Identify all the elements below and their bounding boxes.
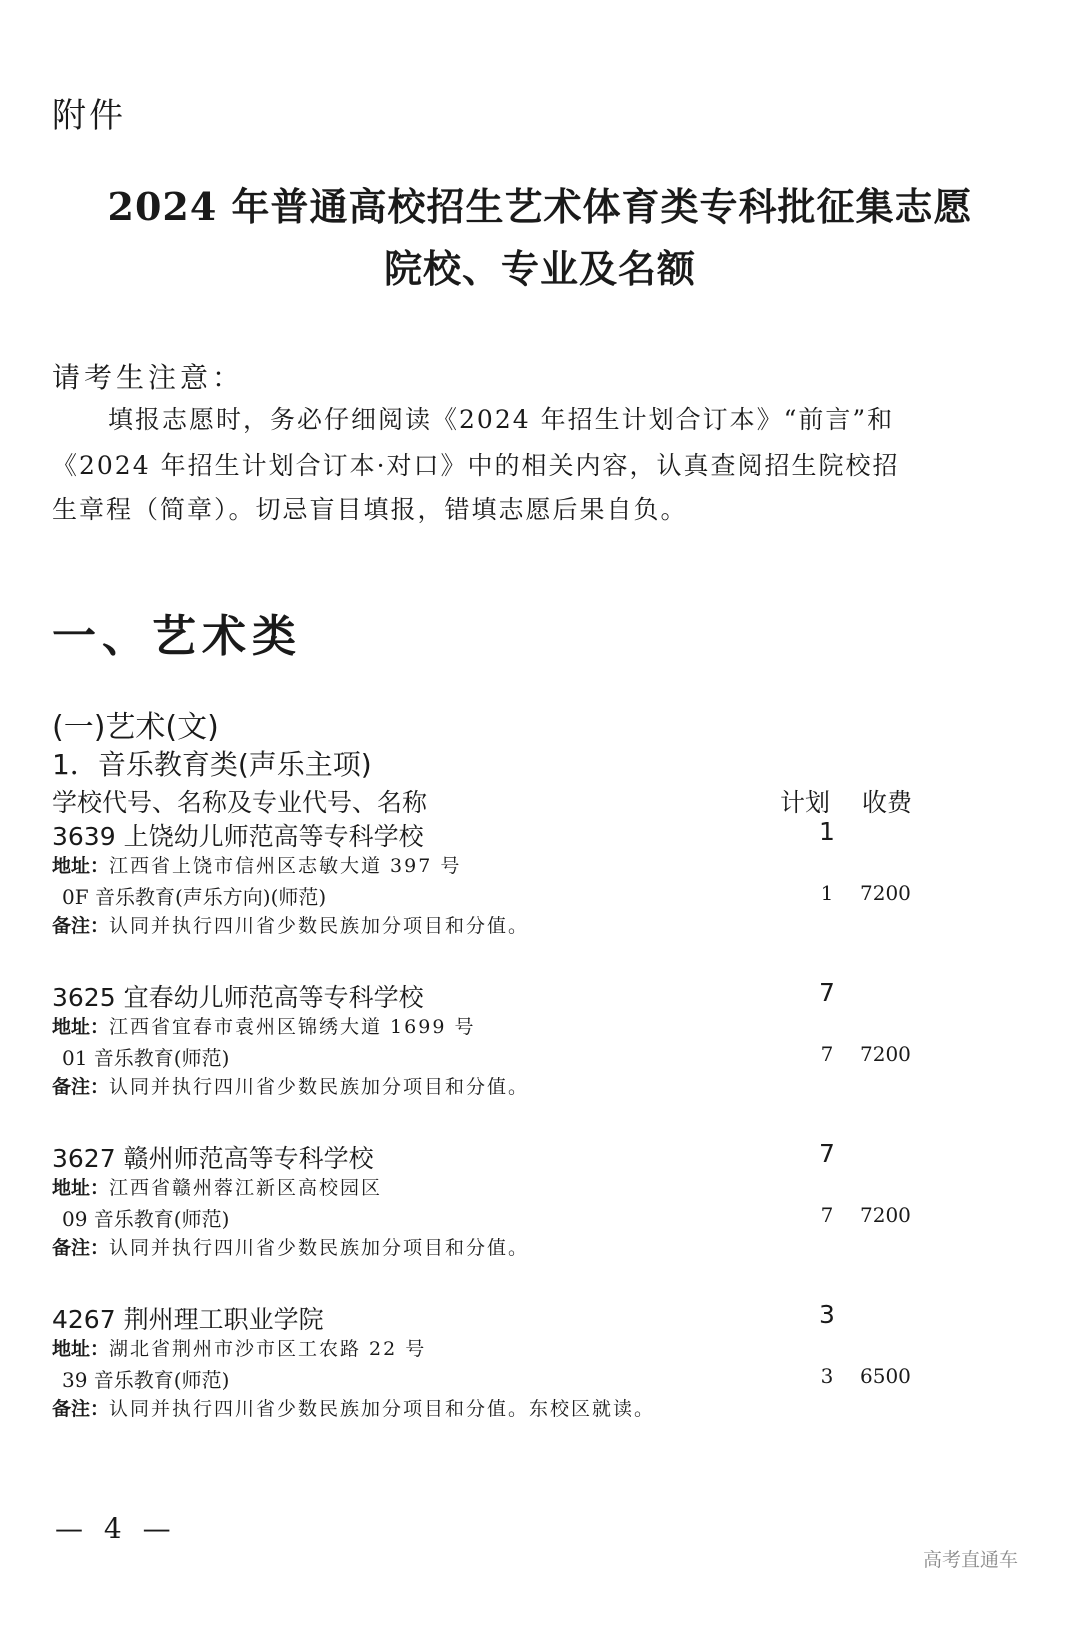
school-plan: 7: [819, 978, 835, 1007]
school-plan: 1: [819, 817, 835, 846]
category-title: 1．音乐教育类(声乐主项): [52, 748, 372, 781]
address-value: 江西省上饶市信州区志敏大道 397 号: [109, 855, 462, 877]
major-plan: 3: [820, 1364, 834, 1388]
section-title: 一、艺术类: [52, 611, 302, 662]
address-value: 江西省宜春市袁州区锦绣大道 1699 号: [109, 1016, 476, 1038]
major-fee: 7200: [860, 1042, 911, 1066]
table-header-fee: 收费: [862, 788, 913, 817]
major-name: 39 音乐教育(师范): [62, 1368, 230, 1392]
school-entry: [0, 978, 1080, 1138]
school-address: [52, 1173, 382, 1200]
major-name: 09 音乐教育(师范): [62, 1207, 230, 1231]
major-plan: 1: [820, 881, 834, 905]
school-name: 3627 赣州师范高等专科学校: [52, 1144, 374, 1173]
document-title-line1: 2024 年普通高校招生艺术体育类专科批征集志愿: [107, 184, 973, 229]
school-address: [52, 851, 461, 878]
address-value: 湖北省荆州市沙市区工农路 22 号: [109, 1338, 427, 1360]
remark-value: 认同并执行四川省少数民族加分项目和分值。: [109, 1237, 530, 1259]
address-label: 地址：: [52, 1338, 110, 1360]
school-name: 4267 荆州理工职业学院: [52, 1305, 324, 1334]
remark-label: 备注：: [52, 915, 110, 937]
attachment-label: 附件: [52, 96, 126, 136]
school-address: [52, 1012, 475, 1039]
watermark-text: 高考直通车: [922, 1549, 1018, 1571]
school-remark: [52, 1233, 529, 1260]
school-entry: [0, 1300, 1080, 1460]
major-plan: 7: [820, 1042, 834, 1066]
major-fee: 6500: [860, 1364, 911, 1388]
remark-label: 备注：: [52, 1076, 110, 1098]
address-label: 地址：: [52, 1016, 110, 1038]
school-remark: [52, 911, 529, 938]
major-name: 0F 音乐教育(声乐方向)(师范): [62, 885, 327, 909]
major-plan: 7: [820, 1203, 834, 1227]
school-name: 3625 宜春幼儿师范高等专科学校: [52, 983, 424, 1012]
remark-value: 认同并执行四川省少数民族加分项目和分值。东校区就读。: [109, 1398, 656, 1420]
address-label: 地址：: [52, 1177, 110, 1199]
subsection-title: (一)艺术(文): [52, 710, 219, 745]
major-fee: 7200: [860, 881, 911, 905]
address-value: 江西省赣州蓉江新区高校园区: [109, 1177, 383, 1199]
table-header-plan: 计划: [780, 788, 831, 817]
document-title-line2: 院校、专业及名额: [383, 246, 696, 291]
table-header-label: 学校代号、名称及专业代号、名称: [52, 788, 428, 817]
notice-heading: 请考生注意：: [52, 361, 245, 394]
remark-label: 备注：: [52, 1398, 110, 1420]
major-fee: 7200: [860, 1203, 911, 1227]
school-name: 3639 上饶幼儿师范高等专科学校: [52, 822, 424, 851]
remark-value: 认同并执行四川省少数民族加分项目和分值。: [109, 915, 530, 937]
school-entry: [0, 817, 1080, 977]
school-plan: 3: [819, 1300, 835, 1329]
school-remark: [52, 1072, 529, 1099]
remark-label: 备注：: [52, 1237, 110, 1259]
major-name: 01 音乐教育(师范): [62, 1046, 230, 1070]
notice-line-1: 填报志愿时，务必仔细阅读《2024 年招生计划合订本》“前言”和: [108, 405, 895, 434]
address-label: 地址：: [52, 855, 110, 877]
notice-line-2: 《2024 年招生计划合订本·对口》中的相关内容，认真查阅招生院校招: [52, 451, 900, 480]
school-plan: 7: [819, 1139, 835, 1168]
page-number: — 4 —: [55, 1512, 177, 1545]
notice-line-3: 生章程（简章）。切忌盲目填报，错填志愿后果自负。: [52, 495, 688, 524]
remark-value: 认同并执行四川省少数民族加分项目和分值。: [109, 1076, 530, 1098]
school-entry: [0, 1139, 1080, 1299]
school-address: [52, 1334, 426, 1361]
school-remark: [52, 1394, 655, 1421]
